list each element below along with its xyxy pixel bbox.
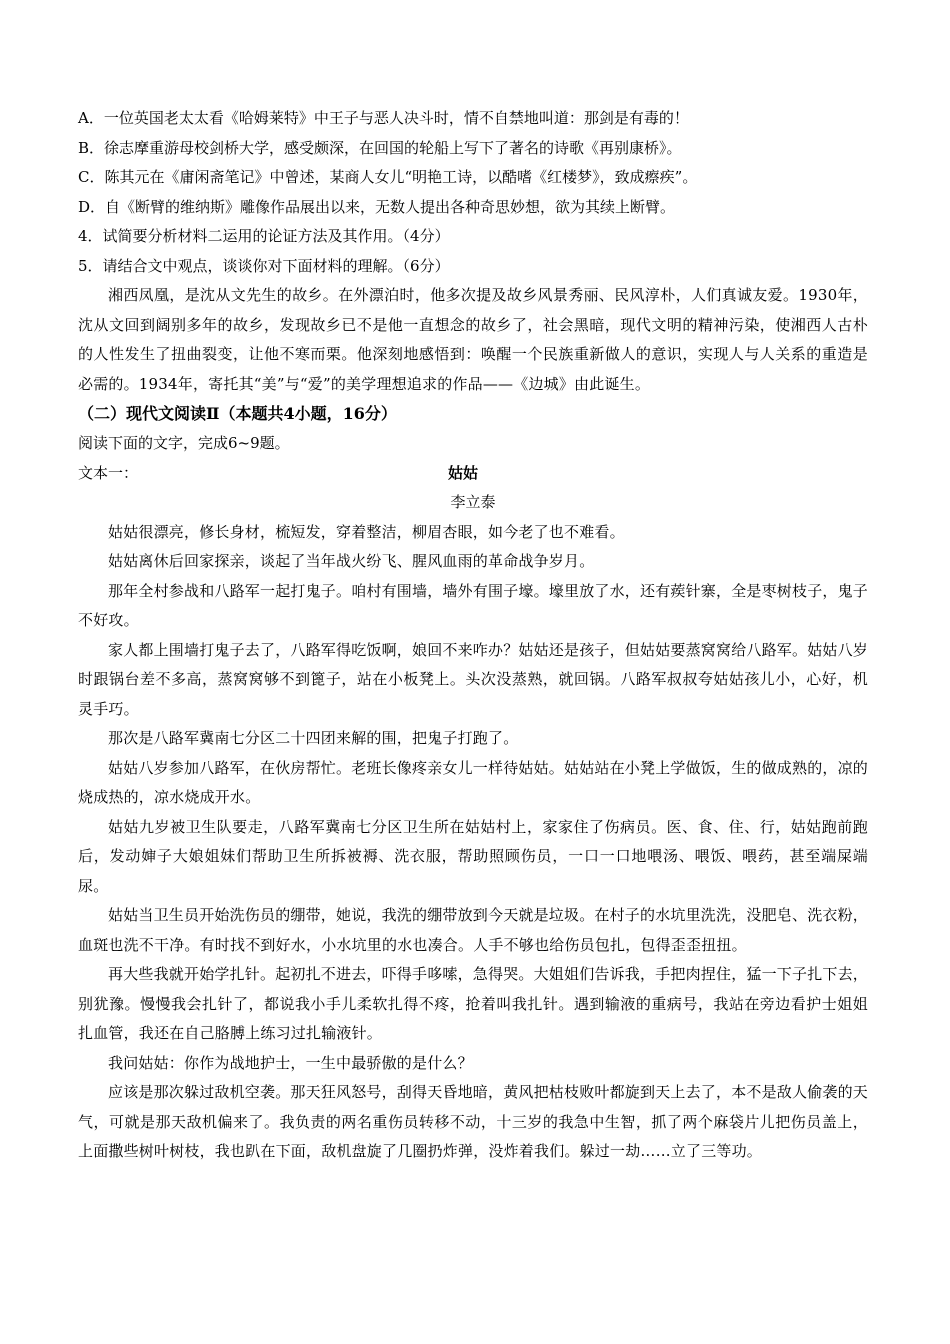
story-paragraph: 那年全村参战和八路军一起打鬼子。咱村有围墙，墙外有围子壕。壕里放了水，还有蒺针寨，全是枣树枝子，鬼子不好攻。	[78, 581, 869, 629]
story-paragraph: 再大些我就开始学扎针。起初扎不进去，吓得手哆嗦，急得哭。大姐姐们告诉我，手把肉捏住，猛一下子扎下去，别犹豫。慢慢我会扎针了，都说我小手儿柔软扎得不疼，抢着叫我扎针。遇到输液的重病号，我站在旁边看护士姐姐扎血管，我还在自己胳膊上练习过扎输液针。	[78, 965, 869, 1042]
option-d: D．自《断臂的维纳斯》雕像作品展出以来，无数人提出各种奇思妙想，欲为其续上断臂。	[78, 197, 676, 216]
story-paragraph: 姑姑当卫生员开始洗伤员的绷带，她说，我洗的绷带放到今天就是垃圾。在村子的水坑里洗洗，没肥皂、洗衣粉，血斑也洗不干净。有时找不到好水，小水坑里的水也凑合。人手不够也给伤员包扎，包得歪歪扭扭。	[78, 906, 869, 954]
story-paragraph: 姑姑九岁被卫生队要走，八路军冀南七分区卫生所在姑姑村上，家家住了伤病员。医、食、住、行，姑姑跑前跑后，发动婶子大娘姐妹们帮助卫生所拆被褥、洗衣服，帮助照顾伤员，一口一口地喂汤、喂饭、喂药，甚至端屎端尿。	[78, 817, 868, 895]
question-5: 5．请结合文中观点，谈谈你对下面材料的理解。（6分）	[78, 256, 450, 275]
option-c: C．陈其元在《庸闲斋笔记》中曾述，某商人女儿“明艳工诗，以酷嗜《红楼梦》，致成瘵疾”。	[78, 168, 698, 186]
text-header-row	[78, 459, 868, 489]
story-paragraph: 家人都上围墙打鬼子去了，八路军得吃饭啊，娘回不来咋办？姑姑还是孩子，但姑姑要蒸窝窝给八路军。姑姑八岁时跟锅台差不多高，蒸窝窝够不到篦子，站在小板凳上。头次没蒸熟，就回锅。八路军叔叔夸姑姑孩儿小，心好，机灵手巧。	[78, 640, 869, 718]
section-instruction: 阅读下面的文字，完成6~9题。	[78, 434, 290, 452]
document-page	[78, 104, 868, 1167]
question-4: 4．试简要分析材料二运用的论证方法及其作用。（4分）	[78, 227, 450, 245]
text-label: 文本一：	[78, 463, 139, 482]
story-paragraph: 应该是那次躲过敌机空袭。那天狂风怒号，刮得天昏地暗，黄风把枯枝败叶都旋到天上去了，本不是敌人偷袭的天气，可就是那天敌机偏来了。我负责的两名重伤员转移不动，十三岁的我急中生智，抓了两个麻袋片儿把伤员盖上，上面撒些树叶树枝，我也趴在下面，敌机盘旋了几圈扔炸弹，没炸着我们。躲过一劫……立了三等功。	[78, 1083, 869, 1160]
story-paragraph: 那次是八路军冀南七分区二十四团来解的围，把鬼子打跑了。	[108, 729, 519, 747]
story-paragraph: 姑姑八岁参加八路军，在伙房帮忙。老班长像疼亲女儿一样待姑姑。姑姑站在小凳上学做饭，生的做成熟的，凉的烧成热的，凉水烧成开水。	[78, 758, 869, 806]
option-b: B．徐志摩重游母校剑桥大学，感受颇深，在回国的轮船上写下了著名的诗歌《再别康桥》。	[78, 138, 682, 157]
material-paragraph: 湘西凤凰，是沈从文先生的故乡。在外漂泊时，他多次提及故乡风景秀丽、民风淳朴，人们真诚友爱。1930年，沈从文回到阔别多年的故乡，发现故乡已不是他一直想念的故乡了，社会黑暗，现代文明的精神污染，使湘西人古朴的人性发生了扭曲裂变，让他不寒而栗。他深刻地感悟到：唤醒一个民族重新做人的意识，实现人与人关系的重造是必需的。1934年，寄托其“美”与“爱”的美学理想追求的作品——《边城》由此诞生。	[78, 286, 868, 393]
story-paragraph: 姑姑离休后回家探亲，谈起了当年战火纷飞、腥风血雨的革命战争岁月。	[108, 552, 595, 570]
story-title: 姑姑	[448, 463, 479, 482]
story-author: 李立泰	[450, 493, 496, 511]
story-paragraph: 我问姑姑：你作为战地护士，一生中最骄傲的是什么？	[108, 1053, 473, 1072]
story-paragraph: 姑姑很漂亮，修长身材，梳短发，穿着整洁，柳眉杏眼，如今老了也不难看。	[108, 522, 625, 541]
section-title: （二）现代文阅读Ⅱ（本题共4小题，16分）	[78, 404, 397, 423]
option-a: A．一位英国老太太看《哈姆莱特》中王子与恶人决斗时，情不自禁地叫道：那剑是有毒的！	[78, 109, 689, 127]
